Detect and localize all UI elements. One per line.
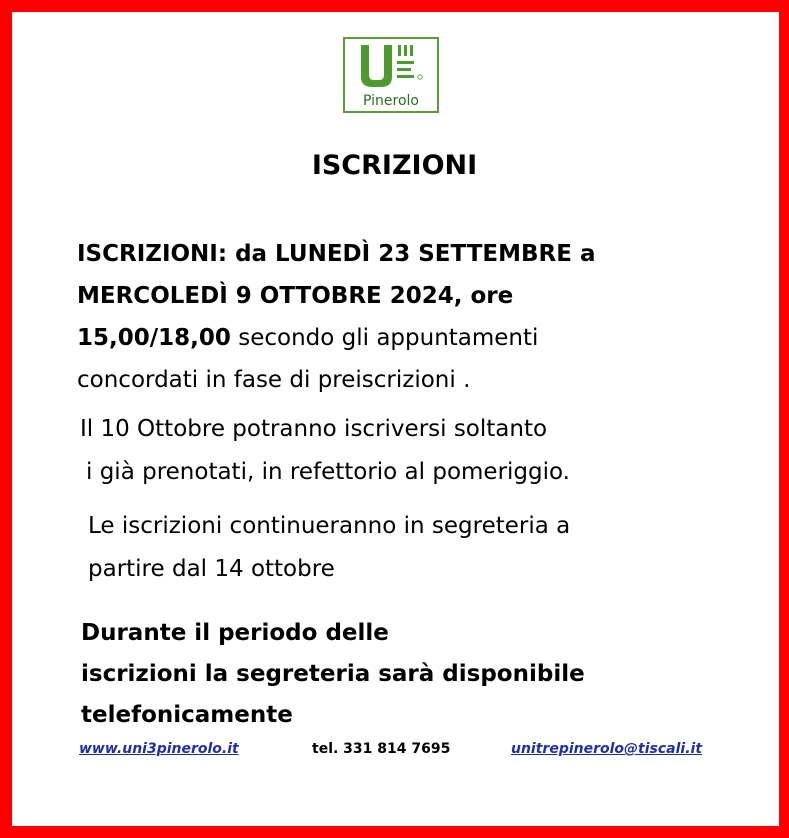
enrollment-dates-line-4: concordati in fase di preiscrizioni .: [77, 367, 471, 393]
phone-availability-line-3: telefonicamente: [81, 702, 293, 728]
october-10-line-1: Il 10 Ottobre potranno iscriversi soltanto: [80, 416, 548, 442]
enrollment-dates-line-2: MERCOLEDÌ 9 OTTOBRE 2024, ore: [77, 283, 514, 309]
secretariat-line-1: Le iscrizioni continueranno in segreteria a: [88, 513, 571, 539]
phone-number: tel. 331 814 7695: [312, 741, 451, 757]
page-title: ISCRIZIONI: [311, 150, 478, 181]
enrollment-dates-line-3: [77, 325, 538, 351]
email-link[interactable]: unitrepinerolo@tiscali.it: [511, 741, 703, 757]
secretariat-line-2: partire dal 14 ottobre: [88, 556, 335, 582]
enrollment-hours: 15,00/18,00: [77, 325, 231, 351]
unitre-logo: [343, 37, 439, 113]
enrollment-appointments-text: secondo gli appuntamenti: [238, 325, 539, 351]
logo-city-text: Pinerolo: [363, 93, 419, 109]
phone-availability-line-1: Durante il periodo delle: [81, 620, 389, 646]
phone-availability-line-2: iscrizioni la segreteria sarà disponibile: [81, 661, 585, 687]
enrollment-dates-line-1: ISCRIZIONI: da LUNEDÌ 23 SETTEMBRE a: [77, 241, 596, 267]
website-link[interactable]: www.uni3pinerolo.it: [79, 741, 239, 757]
october-10-line-2: i già prenotati, in refettorio al pomeriggio.: [86, 459, 570, 485]
